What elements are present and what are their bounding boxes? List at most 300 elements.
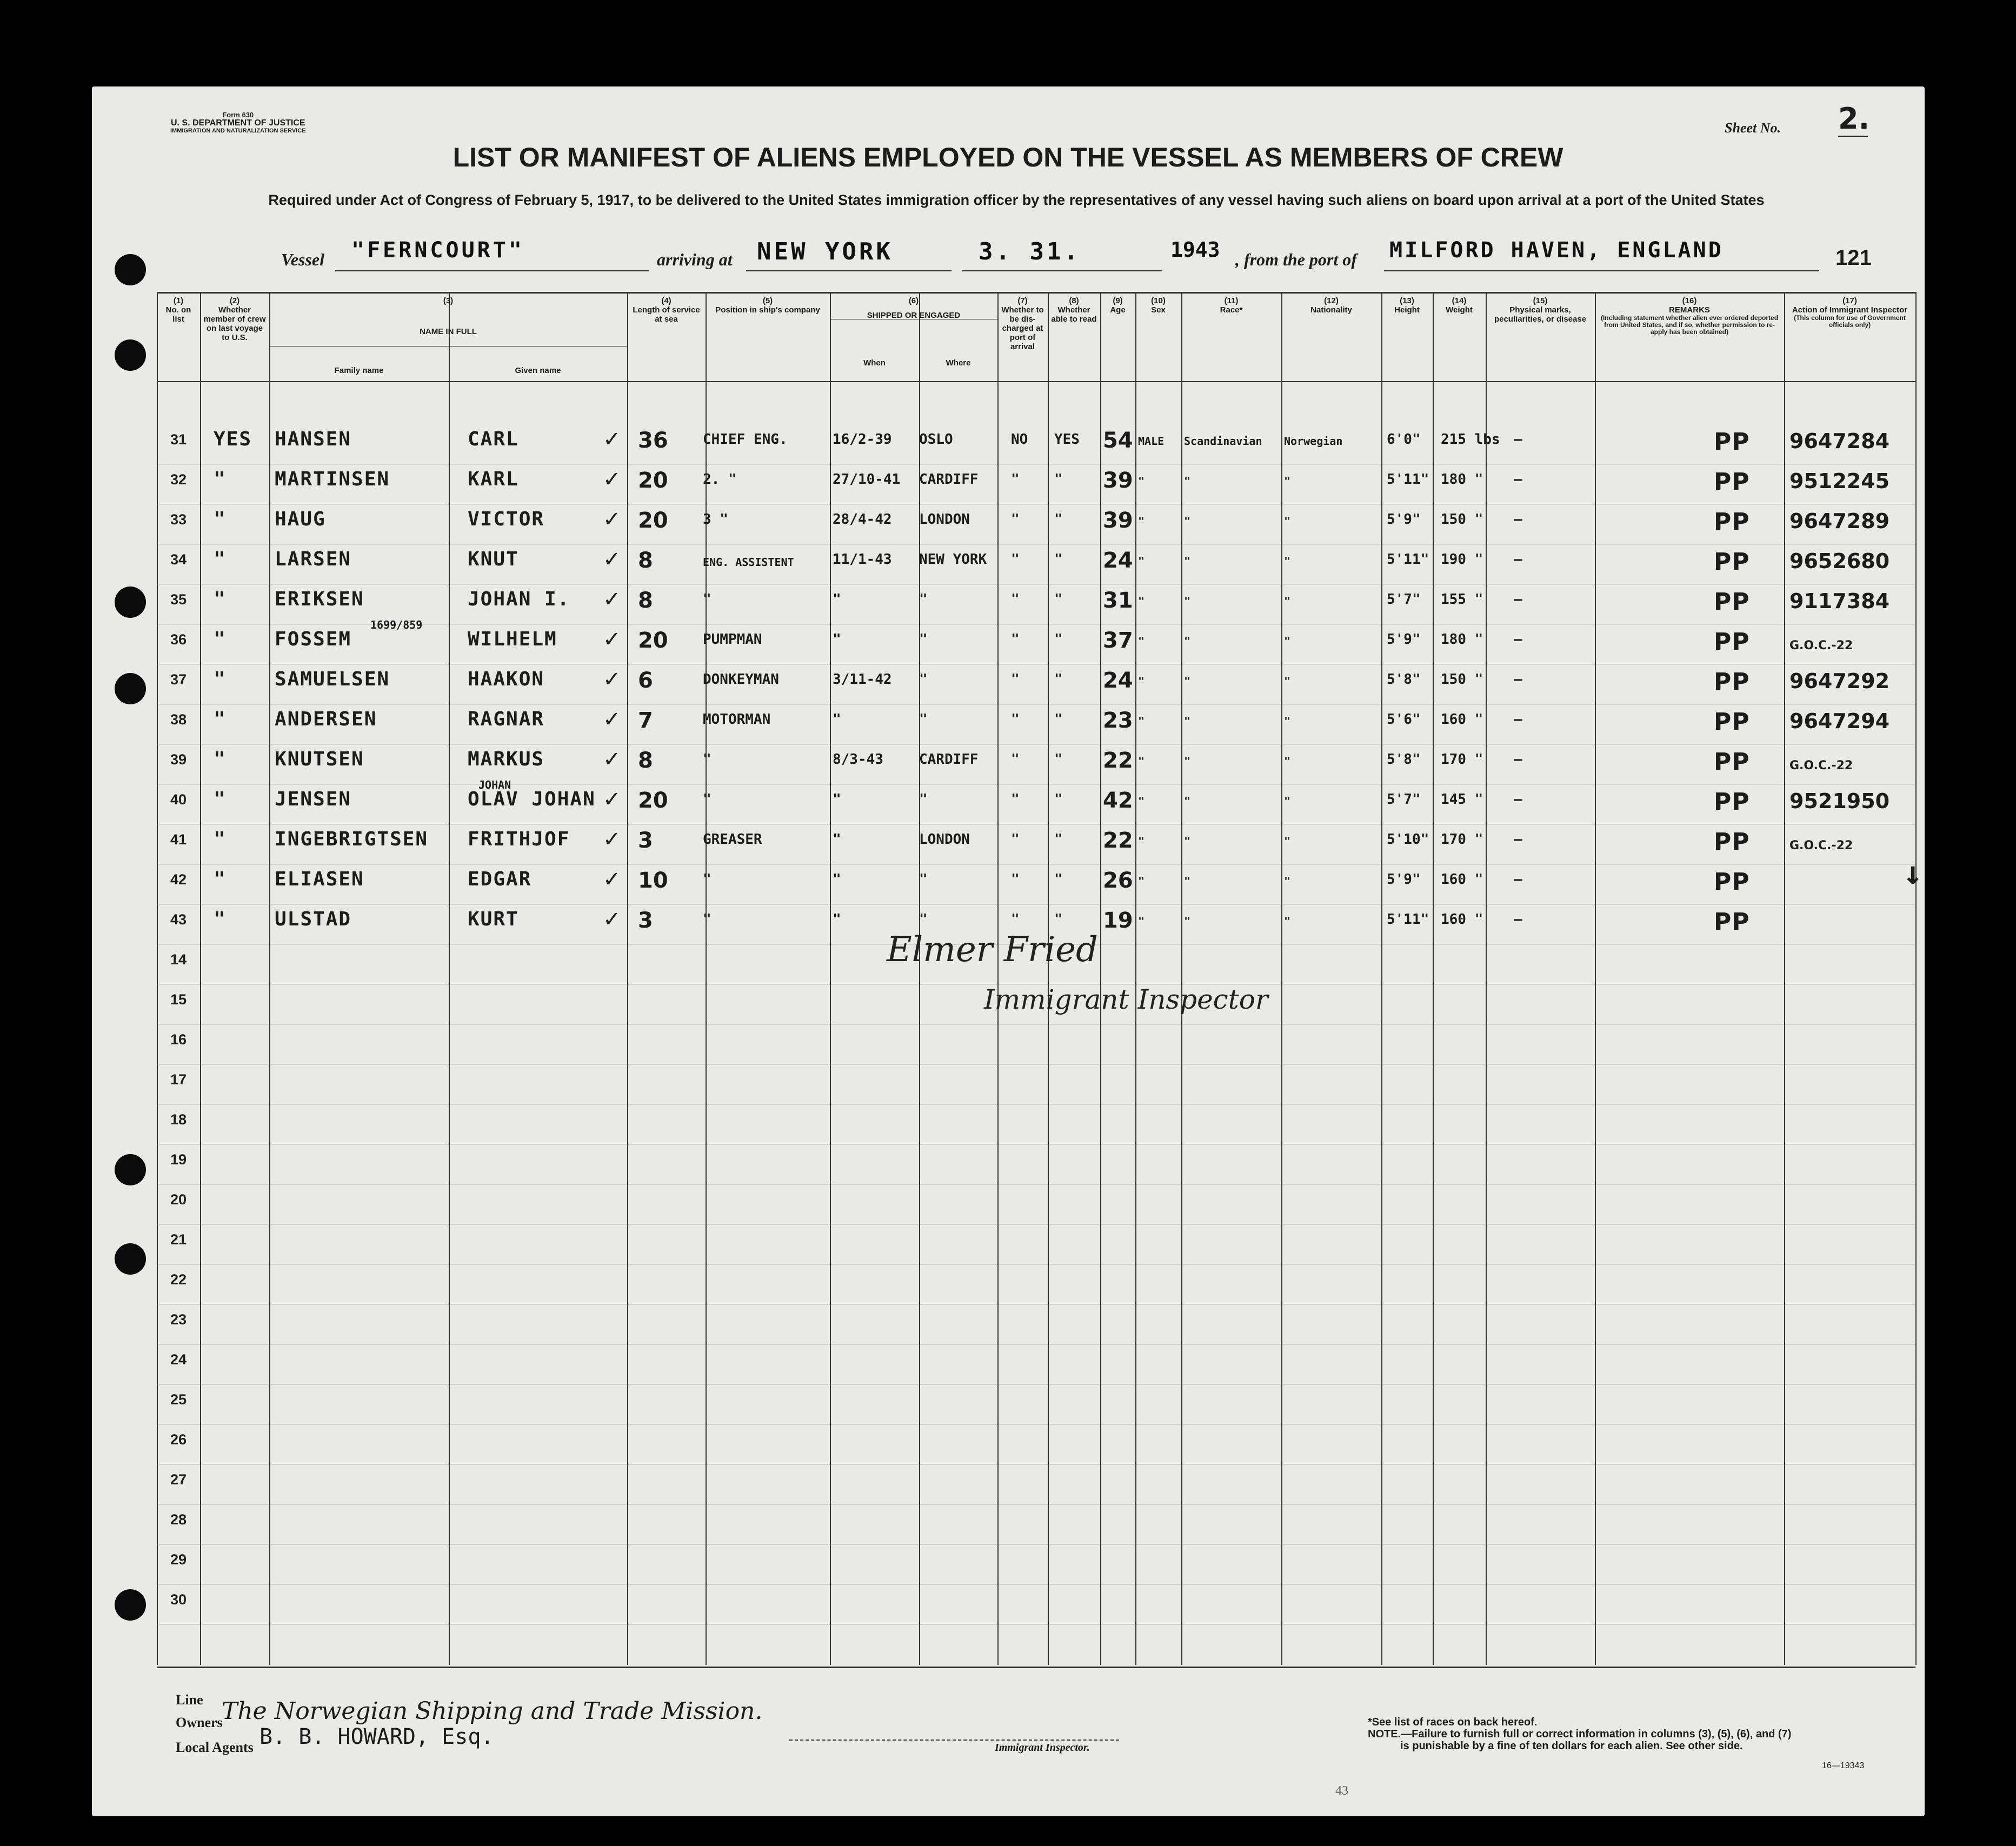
crew-sex-cell: " [1138,675,1145,688]
crew-service-cell: 20 [638,628,668,653]
crew-weight-cell: 170 " [1441,831,1483,848]
crew-family-cell: INGEBRIGTSEN [275,828,429,850]
column-header-c8: (8) Whether able to read [1051,296,1097,324]
crew-when-cell: " [833,631,841,648]
crew-nationality-cell: " [1284,555,1291,568]
column-header-c10: (10) Sex [1151,296,1166,315]
crew-service-cell: 6 [638,668,653,693]
crew-age-cell: 39 [1103,468,1133,493]
punch-hole [115,1589,146,1621]
crew-height-cell: 6'0" [1387,431,1421,448]
column-header-c6: (6) SHIPPED OR ENGAGED [867,296,961,320]
crew-prev-cell: " [214,868,227,890]
arriving-label: arriving at [657,250,733,269]
crew-discharged-cell: " [1011,591,1020,608]
line-label: Line [176,1692,203,1708]
column-header-c11: (11) Race* [1220,296,1243,315]
crew-marks-cell: — [1514,871,1522,888]
row-number: 15 [170,991,187,1008]
column-rule [706,292,707,1665]
crew-discharged-cell: " [1011,511,1020,528]
crew-nationality-cell: Norwegian [1284,435,1343,448]
crew-action-cell: 9647294 [1789,709,1890,733]
crew-where-cell: " [919,711,928,728]
crew-remarks-cell: PP [1714,668,1750,696]
crew-prev-cell: " [214,588,227,610]
crew-remarks-cell: PP [1714,428,1750,456]
crew-family-cell: ELIASEN [275,868,364,890]
column-rule [269,292,270,1665]
column-rule [919,292,920,1665]
column-header-c12: (12) Nationality [1310,296,1352,315]
crew-prev-cell: " [214,468,227,490]
crew-nationality-cell: " [1284,875,1291,888]
row-number: 42 [170,871,187,888]
crew-read-cell: " [1054,631,1063,648]
crew-age-cell: 22 [1103,828,1133,853]
row-number: 26 [170,1431,187,1448]
check-mark-icon: ✓ [603,627,621,652]
crew-discharged-cell: " [1011,911,1020,928]
crew-weight-cell: 160 " [1441,911,1483,928]
crew-family-cell: FOSSEM [275,628,352,650]
crew-family-cell: ULSTAD [275,908,352,930]
crew-height-cell: 5'8" [1387,671,1421,688]
crew-age-cell: 37 [1103,628,1133,653]
crew-nationality-cell: " [1284,475,1291,488]
row-number: 17 [170,1071,187,1088]
crew-given-cell: HAAKON [468,668,545,690]
crew-read-cell: " [1054,671,1063,688]
crew-prev-cell: " [214,628,227,650]
crew-position-cell: 2. " [703,471,737,488]
crew-when-cell: 11/1-43 [833,551,892,568]
crew-table [157,292,1915,1668]
crew-position-cell: DONKEYMAN [703,671,779,688]
row-number: 14 [170,951,187,968]
row-number: 20 [170,1191,187,1208]
crew-when-cell: 27/10-41 [833,471,901,488]
crew-remarks-cell: PP [1714,628,1750,656]
arrival-date: 3. 31. [979,238,1081,265]
arriving-port: NEW YORK [757,238,893,265]
column-header-c2: (2) Whether member of crew on last voyage to U.S. [203,296,266,342]
crew-remarks-cell: PP [1714,828,1750,856]
row-number: 18 [170,1111,187,1128]
crew-position-cell: 3 " [703,511,728,528]
row-number: 28 [170,1511,187,1528]
crew-height-cell: 5'9" [1387,631,1421,648]
crew-action-cell: 9117384 [1789,589,1890,613]
crew-height-cell: 5'11" [1387,551,1429,568]
row-number: 31 [170,431,187,448]
header-bottom-rule [157,381,1915,382]
row-number: 22 [170,1271,187,1288]
column-header-c15: (15) Physical marks, peculiarities, or disease [1494,296,1587,324]
crew-remarks-cell: PP [1714,588,1750,616]
crew-age-cell: 42 [1103,788,1133,813]
crew-position-cell: " [703,791,711,808]
crew-age-cell: 24 [1103,548,1133,573]
agents-value: B. B. HOWARD, Esq. [260,1724,494,1749]
page-title: LIST OR MANIFEST OF ALIENS EMPLOYED ON THE VESSEL AS MEMBERS OF CREW [453,142,1563,172]
crew-sex-cell: " [1138,875,1145,888]
from-port: MILFORD HAVEN, ENGLAND [1389,238,1724,263]
crew-discharged-cell: " [1011,871,1020,888]
row-number: 41 [170,831,187,848]
crew-weight-cell: 155 " [1441,591,1483,608]
crew-discharged-cell: " [1011,471,1020,488]
crew-read-cell: " [1054,791,1063,808]
row-number: 33 [170,511,187,528]
column-header-c3: (3) NAME IN FULL [420,296,477,336]
crew-action-cell: G.O.C.-22 [1789,839,1853,852]
crew-position-cell: " [703,591,711,608]
crew-race-cell: " [1184,555,1191,568]
vessel-label: Vessel [281,250,324,269]
inspector-label: Immigrant Inspector. [995,1742,1090,1754]
crew-service-cell: 7 [638,708,653,733]
crew-where-cell: " [919,791,928,808]
crew-when-cell: " [833,871,841,888]
row-number: 35 [170,591,187,608]
crew-given-cell: JOHAN I. [468,588,570,610]
crew-age-cell: 23 [1103,708,1133,733]
crew-marks-cell: — [1514,791,1522,808]
crew-nationality-cell: " [1284,515,1291,528]
column-rule [1915,292,1917,1665]
crew-family-cell: MARTINSEN [275,468,390,490]
crew-read-cell: " [1054,511,1063,528]
inspector-line [789,1740,1119,1741]
punch-hole [115,254,146,285]
crew-prev-cell: " [214,548,227,570]
crew-where-cell: LONDON [919,831,970,848]
crew-marks-cell: — [1514,911,1522,928]
crew-discharged-cell: " [1011,711,1020,728]
crew-weight-cell: 180 " [1441,471,1483,488]
crew-race-cell: " [1184,675,1191,688]
crew-nationality-cell: " [1284,715,1291,728]
crew-weight-cell: 160 " [1441,871,1483,888]
crew-race-cell: " [1184,595,1191,608]
column-rule [997,292,999,1665]
crew-given-cell: EDGAR [468,868,532,890]
crew-race-cell: Scandinavian [1184,435,1262,448]
crew-remarks-cell: PP [1714,548,1750,576]
crew-discharged-cell: " [1011,551,1020,568]
crew-age-cell: 31 [1103,588,1133,613]
crew-where-cell: OSLO [919,431,953,448]
crew-given-cell: MARKUS [468,748,545,770]
crew-action-cell: 9647289 [1789,509,1890,533]
crew-race-cell: " [1184,515,1191,528]
crew-nationality-cell: " [1284,835,1291,848]
column-rule [1784,292,1785,1665]
row-number: 29 [170,1551,187,1568]
crew-sex-cell: " [1138,795,1145,808]
vessel-name: "FERNCOURT" [351,238,524,263]
crew-discharged-cell: " [1011,791,1020,808]
crew-remarks-cell: PP [1714,908,1750,936]
check-mark-icon: ✓ [603,827,621,852]
crew-given-cell: WILHELM [468,628,557,650]
crew-remarks-cell: PP [1714,508,1750,536]
column-header-c17: (17) Action of Immigrant Inspector (This column for use of Government officials only) [1792,296,1908,329]
crew-sex-cell: " [1138,755,1145,768]
crew-prev-cell: " [214,508,227,530]
column-subheader-where: Where [946,358,971,368]
crew-height-cell: 5'11" [1387,911,1429,928]
crew-family-cell: LARSEN [275,548,352,570]
crew-family-cell: ANDERSEN [275,708,377,730]
crew-discharged-cell: " [1011,831,1020,848]
column-rule [1433,292,1434,1665]
crew-marks-cell: — [1514,711,1522,728]
check-mark-icon: ✓ [603,707,621,732]
crew-nationality-cell: " [1284,915,1291,928]
crew-action-cell: G.O.C.-22 [1789,639,1853,652]
column-header-c13: (13) Height [1394,296,1420,315]
crew-remarks-cell: PP [1714,748,1750,776]
crew-nationality-cell: " [1284,595,1291,608]
crew-family-cell: JENSEN [275,788,352,810]
punch-hole [115,673,146,704]
crew-action-cell: 9652680 [1789,549,1890,573]
crew-given-cell: VICTOR [468,508,545,530]
down-arrow-icon: ↓ [1903,854,1924,892]
column-rule [1100,292,1101,1665]
row-number: 36 [170,631,187,648]
crew-height-cell: 5'11" [1387,471,1429,488]
crew-sex-cell: " [1138,515,1145,528]
inspector-signature-title: Immigrant Inspector [984,984,1268,1015]
crew-given-cell: CARL [468,428,519,450]
crew-marks-cell: — [1514,831,1522,848]
crew-nationality-cell: " [1284,795,1291,808]
print-reference: 16—19343 [1822,1761,1865,1770]
from-port-label: , from the port of [1235,250,1357,269]
column-rule [1281,292,1282,1665]
crew-age-cell: 26 [1103,868,1133,893]
row-number: 34 [170,551,187,568]
crew-where-cell: LONDON [919,511,970,528]
crew-race-cell: " [1184,755,1191,768]
crew-height-cell: 5'6" [1387,711,1421,728]
crew-race-cell: " [1184,915,1191,928]
row-number: 37 [170,671,187,688]
row-number: 27 [170,1471,187,1488]
crew-weight-cell: 180 " [1441,631,1483,648]
punch-hole [115,339,146,371]
crew-height-cell: 5'8" [1387,751,1421,768]
crew-nationality-cell: " [1284,635,1291,648]
check-mark-icon: ✓ [603,867,621,892]
page-reference: 43 [1335,1784,1348,1798]
crew-age-cell: 19 [1103,908,1133,933]
crew-race-cell: " [1184,635,1191,648]
crew-position-cell: MOTORMAN [703,711,771,728]
crew-given-cell: OLAV JOHAN [468,788,596,810]
column-rule [1486,292,1487,1665]
punch-hole [115,1243,146,1275]
crew-read-cell: YES [1054,431,1080,448]
crew-family-cell: ERIKSEN [275,588,364,610]
crew-service-cell: 10 [638,868,668,893]
crew-sex-cell: MALE [1138,435,1165,448]
crew-read-cell: " [1054,711,1063,728]
crew-family-cell: KNUTSEN [275,748,364,770]
crew-given-cell: FRITHJOF [468,828,570,850]
column-subheader-when: When [863,358,886,368]
crew-weight-cell: 170 " [1441,751,1483,768]
crew-race-cell: " [1184,475,1191,488]
crew-weight-cell: 215 lbs [1441,431,1500,448]
crew-service-cell: 20 [638,468,668,493]
crew-weight-cell: 160 " [1441,711,1483,728]
crew-read-cell: " [1054,751,1063,768]
column-rule [1048,292,1049,1665]
crew-where-cell: " [919,871,928,888]
crew-marks-cell: — [1514,511,1522,528]
row-number: 24 [170,1351,187,1368]
check-mark-icon: ✓ [603,587,621,612]
crew-nationality-cell: " [1284,755,1291,768]
row-number: 32 [170,471,187,488]
crew-action-cell: 9512245 [1789,469,1890,493]
row-number: 30 [170,1591,187,1608]
crew-age-cell: 54 [1103,428,1133,453]
check-mark-icon: ✓ [603,747,621,772]
crew-name-annotation: JOHAN [478,778,511,791]
check-mark-icon: ✓ [603,427,621,452]
column-rule [157,292,158,1665]
crew-remarks-cell: PP [1714,868,1750,896]
punch-hole [115,1154,146,1185]
crew-discharged-cell: " [1011,671,1020,688]
crew-action-cell: 9647292 [1789,669,1890,693]
column-subheader-family: Family name [334,366,384,375]
row-number: 38 [170,711,187,728]
crew-family-cell: HANSEN [275,428,352,450]
crew-when-cell: " [833,911,841,928]
crew-service-cell: 8 [638,748,653,773]
crew-service-cell: 8 [638,588,653,613]
crew-action-cell: 9647284 [1789,429,1890,453]
row-number: 23 [170,1311,187,1328]
crew-where-cell: " [919,671,928,688]
crew-sex-cell: " [1138,715,1145,728]
crew-family-cell: SAMUELSEN [275,668,390,690]
column-rule [449,292,450,1665]
check-mark-icon: ✓ [603,507,621,532]
crew-discharged-cell: " [1011,631,1020,648]
crew-race-cell: " [1184,835,1191,848]
crew-read-cell: " [1054,831,1063,848]
crew-when-cell: " [833,831,841,848]
page-stamp: 121 [1835,246,1872,270]
check-mark-icon: ✓ [603,667,621,692]
crew-service-cell: 8 [638,548,653,573]
crew-read-cell: " [1054,591,1063,608]
crew-marks-cell: — [1514,471,1522,488]
crew-service-cell: 20 [638,788,668,813]
crew-action-cell: 9521950 [1789,789,1890,813]
agents-label: Local Agents [176,1740,254,1755]
crew-sex-cell: " [1138,915,1145,928]
crew-where-cell: " [919,591,928,608]
inspector-signature: Elmer Fried [887,930,1098,970]
column-header-c7: (7) Whether to be dis-charged at port of arrival [1001,296,1044,351]
crew-read-cell: " [1054,471,1063,488]
column-header-c14: (14) Weight [1446,296,1473,315]
crew-race-cell: " [1184,715,1191,728]
crew-when-cell: 8/3-43 [833,751,883,768]
crew-action-cell: G.O.C.-22 [1789,759,1853,772]
crew-given-cell: KURT [468,908,519,930]
row-number: 16 [170,1031,187,1048]
sheet-number: 2. [1838,102,1870,136]
crew-height-cell: 5'9" [1387,871,1421,888]
crew-service-cell: 36 [638,428,668,453]
column-subheader-given: Given name [515,366,561,375]
crew-age-cell: 22 [1103,748,1133,773]
crew-age-cell: 24 [1103,668,1133,693]
crew-remarks-cell: PP [1714,468,1750,496]
row-number: 19 [170,1151,187,1168]
crew-weight-cell: 145 " [1441,791,1483,808]
column-header-c16: (16) REMARKS (Including statement whether alien ever ordered deported from United States, and if so, whether permission to re-apply has been obtained) [1600,296,1779,336]
crew-marks-cell: — [1514,631,1522,648]
crew-race-cell: " [1184,875,1191,888]
row-number: 21 [170,1231,187,1248]
column-header-c9: (9) Age [1110,296,1126,315]
crew-race-cell: " [1184,795,1191,808]
page-subtitle: Required under Act of Congress of February 5, 1917, to be delivered to the United States immigration officer by the representatives of any vessel having such aliens on board upon arrival at a port of the United States [268,192,1765,208]
crew-discharged-cell: " [1011,751,1020,768]
crew-remarks-cell: PP [1714,788,1750,816]
crew-when-cell: " [833,591,841,608]
crew-prev-cell: YES [214,428,252,450]
crew-sex-cell: " [1138,635,1145,648]
column-rule [1381,292,1382,1665]
crew-where-cell: NEW YORK [919,551,987,568]
sheet-label: Sheet No. [1725,120,1781,136]
crew-weight-cell: 190 " [1441,551,1483,568]
crew-read-cell: " [1054,551,1063,568]
crew-weight-cell: 150 " [1441,671,1483,688]
crew-when-cell: " [833,791,841,808]
crew-position-cell: CHIEF ENG. [703,431,788,448]
crew-when-cell: 16/2-39 [833,431,892,448]
crew-prev-cell: " [214,788,227,810]
crew-given-cell: RAGNAR [468,708,545,730]
crew-prev-cell: " [214,748,227,770]
crew-position-cell: GREASER [703,831,762,848]
column-rule [627,292,628,1665]
crew-when-cell: 3/11-42 [833,671,892,688]
crew-where-cell: " [919,631,928,648]
crew-age-cell: 39 [1103,508,1133,533]
crew-read-cell: " [1054,871,1063,888]
check-mark-icon: ✓ [603,467,621,492]
crew-marks-cell: — [1514,551,1522,568]
crew-weight-cell: 150 " [1441,511,1483,528]
arrival-year: 1943 [1170,238,1220,262]
column-rule [200,292,201,1665]
crew-height-cell: 5'10" [1387,831,1429,848]
column-header-c1: (1) No. on list [165,296,191,324]
